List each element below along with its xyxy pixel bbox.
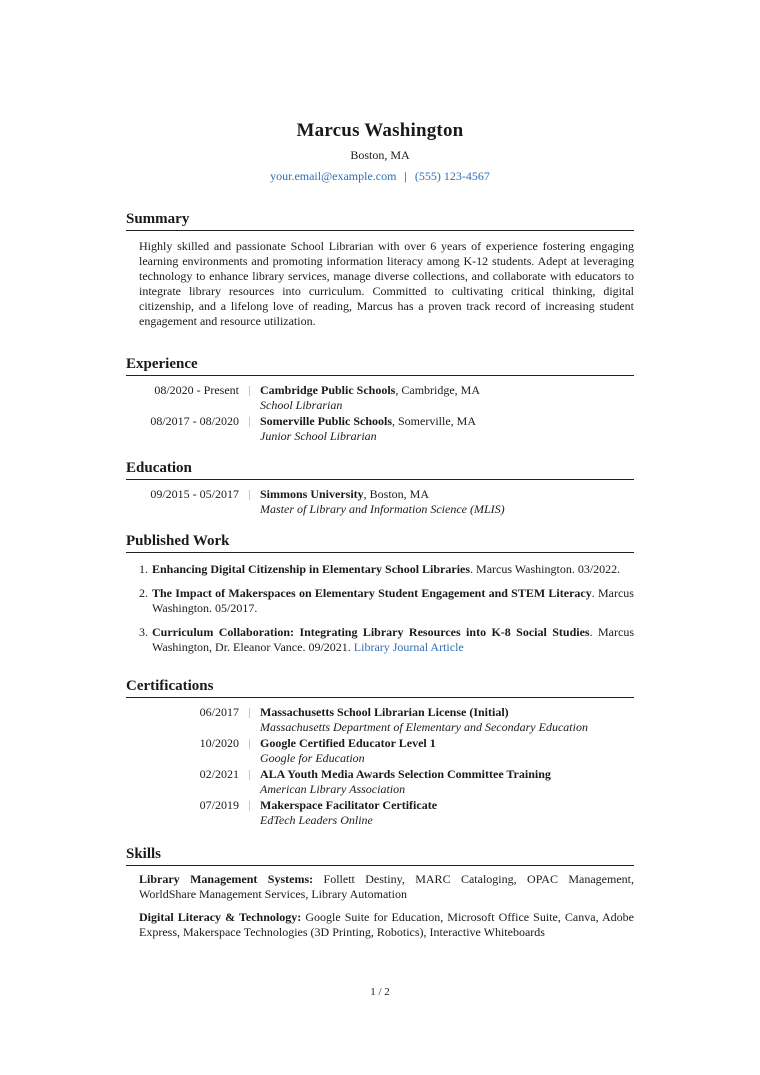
education-section [126,460,634,517]
skill-item [139,910,634,940]
resume-page [126,120,634,948]
phone-link[interactable]: (555) 123-4567 [414,169,490,183]
entry-org: Simmons University [260,487,364,501]
certification-entry [126,767,634,797]
entry-date: 08/2020 - Present [154,383,239,397]
candidate-location: Boston, MA [350,148,410,162]
certification-name: Massachusetts School Librarian License (Initial) [260,705,509,719]
contact-separator: | [404,169,407,183]
publication-list [126,562,634,655]
certifications-heading: Certifications [126,678,634,698]
skill-text: Follett Destiny, MARC Cataloging, OPAC Management, WorldShare Management Services, Library Automation [139,872,634,901]
entry-divider [249,801,250,811]
publication-item [139,625,634,655]
publication-title: Curriculum Collaboration: Integrating Library Resources into K-8 Social Studies [152,625,590,639]
skill-text: Google Suite for Education, Microsoft Office Suite, Canva, Adobe Express, Makerspace Technologies (3D Printing, Robotics), Interactive Whiteboards [139,910,634,939]
entry-role: Junior School Librarian [260,429,377,443]
entry-date: 02/2021 [199,767,239,781]
email-link[interactable]: your.email@example.com [270,169,397,183]
entry-divider [249,490,250,500]
resume-header [126,120,634,184]
entry-divider [249,739,250,749]
contact-line [126,169,634,184]
entry-date: 08/2017 - 08/2020 [150,414,239,428]
publication-details: . Marcus Washington, Dr. Eleanor Vance. 09/2021. [152,625,634,654]
entry-place: , Somerville, MA [392,414,476,428]
entry-org: Somerville Public Schools [260,414,392,428]
certification-name: ALA Youth Media Awards Selection Committee Training [260,767,551,781]
certification-entry [126,736,634,766]
entry-divider [249,770,250,780]
experience-section [126,356,634,444]
page-number: 1 / 2 [370,986,390,998]
certification-issuer: Massachusetts Department of Elementary and Secondary Education [260,720,588,734]
entry-divider [249,708,250,718]
publication-number: 2. [139,586,148,600]
publication-title: The Impact of Makerspaces on Elementary Student Engagement and STEM Literacy [152,586,592,600]
certification-entry [126,705,634,735]
certifications-section [126,678,634,828]
certification-entry [126,798,634,828]
entry-date: 09/2015 - 05/2017 [150,487,239,501]
education-heading: Education [126,460,634,480]
summary-section [126,211,634,329]
experience-entry [126,383,634,413]
skill-label: Digital Literacy & Technology: [139,910,302,924]
certification-name: Google Certified Educator Level 1 [260,736,436,750]
entry-org: Cambridge Public Schools [260,383,396,397]
publication-details: . Marcus Washington. 03/2022. [470,562,621,576]
skill-label: Library Management Systems: [139,872,314,886]
entry-divider [249,386,250,396]
entry-date: 06/2017 [199,705,239,719]
experience-entry [126,414,634,444]
publication-details: . Marcus Washington. 05/2017. [152,586,634,615]
summary-heading: Summary [126,211,634,231]
certification-issuer: Google for Education [260,751,365,765]
publication-number: 1. [139,562,148,576]
published-section [126,533,634,655]
published-heading: Published Work [126,533,634,553]
publication-item [139,586,634,616]
summary-text: Highly skilled and passionate School Librarian with over 6 years of experience fostering engaging learning environments and promoting information literacy among K-12 students. Adept at leveraging technology to enhance library services, manage diverse collections, and collaborate with educators to integrate library resources into curriculum. Committed to cultivating critical thinking, digital citizenship, and a lifelong love of reading, Marcus has a proven track record of increasing student engagement and resource utilization. [139,239,634,328]
certification-issuer: American Library Association [260,782,406,796]
skills-heading: Skills [126,846,634,866]
publication-title: Enhancing Digital Citizenship in Elementary School Libraries [152,562,471,576]
entry-place: , Cambridge, MA [395,383,481,397]
skill-item [139,872,634,902]
entry-date: 07/2019 [199,798,239,812]
entry-role: School Librarian [260,398,343,412]
certification-name: Makerspace Facilitator Certificate [260,798,438,812]
entry-place: , Boston, MA [363,487,430,501]
certification-issuer: EdTech Leaders Online [260,813,373,827]
publication-item [139,562,634,577]
skills-section [126,846,634,940]
experience-heading: Experience [126,356,634,376]
entry-degree: Master of Library and Information Science (MLIS) [260,502,505,516]
candidate-name: Marcus Washington [296,120,464,141]
publication-link[interactable]: Library Journal Article [353,640,464,654]
entry-divider [249,417,250,427]
entry-date: 10/2020 [199,736,239,750]
publication-number: 3. [139,625,148,639]
education-entry [126,487,634,517]
